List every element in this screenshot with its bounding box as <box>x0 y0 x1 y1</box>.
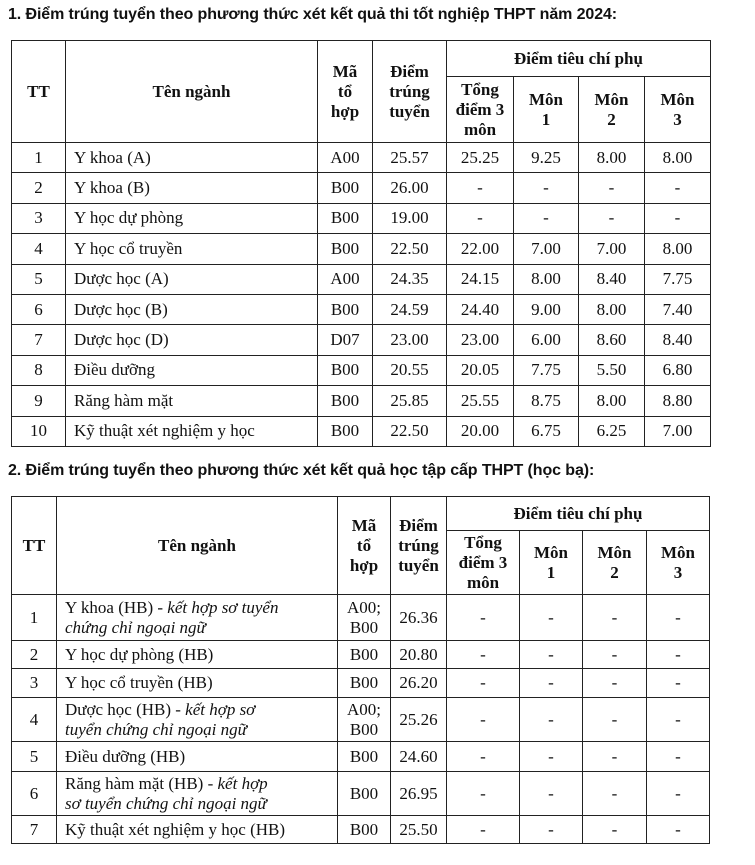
cell-mon-3: 8.40 <box>645 325 711 355</box>
cell-mon-1: 6.00 <box>514 325 579 355</box>
cell-mon-1: - <box>520 669 583 698</box>
cell-ma-to-hop: B00 <box>338 641 391 669</box>
col-header-mon-3: Môn 3 <box>645 77 711 143</box>
col-header-mon-1: Môn 1 <box>514 77 579 143</box>
cell-tt: 3 <box>12 669 57 698</box>
cell-diem-trung-tuyen: 22.50 <box>373 416 447 446</box>
col-header-diem-tieu-chi-phu: Điểm tiêu chí phụ <box>447 41 711 77</box>
cell-ma-to-hop: B00 <box>338 669 391 698</box>
cell-ma-to-hop: B00 <box>338 772 391 816</box>
cell-diem-trung-tuyen: 22.50 <box>373 234 447 264</box>
table-row <box>12 325 711 355</box>
cell-mon-1: - <box>520 698 583 742</box>
cell-tong-diem: - <box>447 173 514 203</box>
cell-mon-1: - <box>514 203 579 233</box>
cell-diem-trung-tuyen: 19.00 <box>373 203 447 233</box>
cell-ma-to-hop: A00; B00 <box>338 698 391 742</box>
cell-diem-trung-tuyen: 24.60 <box>391 742 447 772</box>
table-row <box>12 173 711 203</box>
cell-ma-to-hop: B00 <box>318 355 373 385</box>
thpt-exam-score-table <box>11 40 711 447</box>
cell-mon-3: - <box>647 772 710 816</box>
cell-mon-1: - <box>520 595 583 641</box>
cell-mon-1: 8.00 <box>514 264 579 294</box>
cell-ten-nganh: Y học dự phòng (HB) <box>57 641 338 669</box>
cell-diem-trung-tuyen: 25.26 <box>391 698 447 742</box>
cell-diem-trung-tuyen: 23.00 <box>373 325 447 355</box>
cell-mon-1: - <box>520 641 583 669</box>
cell-mon-3: - <box>647 698 710 742</box>
cell-ma-to-hop: A00; B00 <box>338 595 391 641</box>
cell-diem-trung-tuyen: 24.59 <box>373 294 447 324</box>
table-row <box>12 816 710 844</box>
cell-ma-to-hop: B00 <box>318 203 373 233</box>
cell-mon-2: - <box>579 203 645 233</box>
cell-mon-1: - <box>514 173 579 203</box>
cell-mon-2: 8.40 <box>579 264 645 294</box>
col-header-tong-diem-3-mon: Tổng điểm 3 môn <box>447 531 520 595</box>
cell-ten-nganh-note: - kết hợp <box>203 773 268 793</box>
cell-mon-2: - <box>583 772 647 816</box>
cell-mon-3: 7.00 <box>645 416 711 446</box>
cell-mon-3: 7.40 <box>645 294 711 324</box>
cell-mon-2: - <box>583 669 647 698</box>
cell-ten-nganh: Y học cổ truyền <box>66 234 318 264</box>
cell-mon-1: - <box>520 772 583 816</box>
cell-ten-nganh: Răng hàm mặt <box>66 386 318 416</box>
cell-mon-2: 8.00 <box>579 386 645 416</box>
cell-tong-diem: - <box>447 772 520 816</box>
cell-mon-3: - <box>647 641 710 669</box>
col-header-mon-1: Môn 1 <box>520 531 583 595</box>
cell-ma-to-hop: B00 <box>318 173 373 203</box>
cell-mon-2: 8.60 <box>579 325 645 355</box>
cell-ten-nganh: Điều dưỡng <box>66 355 318 385</box>
cell-ma-to-hop: B00 <box>318 294 373 324</box>
cell-mon-1: 7.75 <box>514 355 579 385</box>
col-header-mon-3: Môn 3 <box>647 531 710 595</box>
cell-mon-3: 6.80 <box>645 355 711 385</box>
cell-mon-2: - <box>583 816 647 844</box>
cell-tong-diem: 23.00 <box>447 325 514 355</box>
cell-diem-trung-tuyen: 24.35 <box>373 264 447 294</box>
cell-ten-nganh: Răng hàm mặt (HB) - kết hợp sơ tuyển chứng chỉ ngoại ngữ <box>57 772 338 816</box>
section1-heading: 1. Điểm trúng tuyển theo phương thức xét kết quả thi tốt nghiệp THPT năm 2024: <box>8 6 618 23</box>
cell-ma-to-hop: B00 <box>338 816 391 844</box>
cell-mon-2: 8.00 <box>579 143 645 173</box>
col-header-mon-2: Môn 2 <box>579 77 645 143</box>
table-row <box>12 386 711 416</box>
cell-tt: 4 <box>12 234 66 264</box>
table-row <box>12 641 710 669</box>
col-header-diem-trung-tuyen: Điểm trúng tuyển <box>373 41 447 143</box>
cell-tong-diem: 24.15 <box>447 264 514 294</box>
cell-mon-3: 8.80 <box>645 386 711 416</box>
cell-ten-nganh: Y học dự phòng <box>66 203 318 233</box>
cell-mon-3: - <box>647 742 710 772</box>
cell-tong-diem: - <box>447 641 520 669</box>
section2-heading: 2. Điểm trúng tuyển theo phương thức xét kết quả học tập cấp THPT (học bạ): <box>8 462 595 479</box>
cell-tt: 6 <box>12 294 66 324</box>
cell-ten-nganh: Kỹ thuật xét nghiệm y học <box>66 416 318 446</box>
cell-diem-trung-tuyen: 25.57 <box>373 143 447 173</box>
cell-mon-3: - <box>645 173 711 203</box>
cell-ma-to-hop: D07 <box>318 325 373 355</box>
cell-ma-to-hop: B00 <box>318 386 373 416</box>
cell-ten-nganh: Dược học (HB) - kết hợp sơ tuyển chứng chỉ ngoại ngữ <box>57 698 338 742</box>
cell-ma-to-hop: B00 <box>318 416 373 446</box>
cell-tong-diem: - <box>447 595 520 641</box>
col-header-tt: TT <box>12 41 66 143</box>
table-row <box>12 294 711 324</box>
cell-diem-trung-tuyen: 25.85 <box>373 386 447 416</box>
cell-tong-diem: - <box>447 742 520 772</box>
cell-ma-to-hop: B00 <box>318 234 373 264</box>
cell-mon-3: 8.00 <box>645 143 711 173</box>
cell-tt: 2 <box>12 173 66 203</box>
cell-diem-trung-tuyen: 26.36 <box>391 595 447 641</box>
cell-mon-3: - <box>647 816 710 844</box>
table-row <box>12 203 711 233</box>
cell-tt: 7 <box>12 325 66 355</box>
cell-tong-diem: - <box>447 669 520 698</box>
cell-ma-to-hop: A00 <box>318 264 373 294</box>
cell-diem-trung-tuyen: 26.00 <box>373 173 447 203</box>
cell-tt: 5 <box>12 264 66 294</box>
cell-tong-diem: - <box>447 816 520 844</box>
table-row <box>12 595 710 641</box>
cell-tt: 2 <box>12 641 57 669</box>
cell-mon-3: - <box>647 669 710 698</box>
table-row <box>12 416 711 446</box>
cell-tt: 9 <box>12 386 66 416</box>
cell-ten-nganh: Dược học (B) <box>66 294 318 324</box>
table-row <box>12 669 710 698</box>
cell-tong-diem: - <box>447 203 514 233</box>
cell-ma-to-hop: B00 <box>338 742 391 772</box>
table-row <box>12 772 710 816</box>
table-row <box>12 355 711 385</box>
cell-mon-2: 5.50 <box>579 355 645 385</box>
cell-tt: 1 <box>12 595 57 641</box>
cell-diem-trung-tuyen: 26.20 <box>391 669 447 698</box>
cell-mon-3: - <box>645 203 711 233</box>
col-header-tong-diem-3-mon: Tổng điểm 3 môn <box>447 77 514 143</box>
cell-mon-1: 9.25 <box>514 143 579 173</box>
col-header-ma-to-hop: Mã tổ hợp <box>338 497 391 595</box>
cell-mon-2: - <box>583 595 647 641</box>
cell-ten-nganh-note: - kết hợp sơ tuyển <box>153 597 279 617</box>
cell-mon-2: - <box>583 742 647 772</box>
cell-mon-2: - <box>583 641 647 669</box>
cell-tt: 10 <box>12 416 66 446</box>
col-header-tt: TT <box>12 497 57 595</box>
cell-ten-nganh: Dược học (A) <box>66 264 318 294</box>
cell-mon-1: - <box>520 742 583 772</box>
cell-tt: 8 <box>12 355 66 385</box>
cell-tong-diem: 24.40 <box>447 294 514 324</box>
table-row <box>12 234 711 264</box>
table-row <box>12 143 711 173</box>
col-header-ma-to-hop: Mã tổ hợp <box>318 41 373 143</box>
cell-tt: 5 <box>12 742 57 772</box>
cell-ten-nganh: Y học cổ truyền (HB) <box>57 669 338 698</box>
cell-mon-3: - <box>647 595 710 641</box>
cell-tong-diem: 25.55 <box>447 386 514 416</box>
col-header-diem-tieu-chi-phu: Điểm tiêu chí phụ <box>447 497 710 531</box>
cell-tt: 6 <box>12 772 57 816</box>
cell-mon-3: 7.75 <box>645 264 711 294</box>
cell-tong-diem: 20.00 <box>447 416 514 446</box>
cell-tt: 7 <box>12 816 57 844</box>
cell-mon-3: 8.00 <box>645 234 711 264</box>
cell-mon-1: 9.00 <box>514 294 579 324</box>
table-row <box>12 264 711 294</box>
cell-diem-trung-tuyen: 20.80 <box>391 641 447 669</box>
cell-tt: 1 <box>12 143 66 173</box>
cell-mon-2: - <box>579 173 645 203</box>
cell-tong-diem: 25.25 <box>447 143 514 173</box>
cell-mon-1: 6.75 <box>514 416 579 446</box>
cell-diem-trung-tuyen: 26.95 <box>391 772 447 816</box>
table-row <box>12 742 710 772</box>
cell-ten-nganh-note: - kết hợp sơ <box>171 699 256 719</box>
cell-ten-nganh: Y khoa (A) <box>66 143 318 173</box>
cell-tong-diem: 20.05 <box>447 355 514 385</box>
cell-mon-1: 7.00 <box>514 234 579 264</box>
cell-mon-1: - <box>520 816 583 844</box>
cell-mon-2: - <box>583 698 647 742</box>
cell-ten-nganh: Kỹ thuật xét nghiệm y học (HB) <box>57 816 338 844</box>
col-header-ten-nganh: Tên ngành <box>57 497 338 595</box>
table-row <box>12 698 710 742</box>
cell-ma-to-hop: A00 <box>318 143 373 173</box>
cell-diem-trung-tuyen: 20.55 <box>373 355 447 385</box>
cell-tt: 4 <box>12 698 57 742</box>
cell-tong-diem: 22.00 <box>447 234 514 264</box>
cell-diem-trung-tuyen: 25.50 <box>391 816 447 844</box>
cell-mon-2: 6.25 <box>579 416 645 446</box>
cell-tt: 3 <box>12 203 66 233</box>
cell-ten-nganh: Y khoa (B) <box>66 173 318 203</box>
col-header-ten-nganh: Tên ngành <box>66 41 318 143</box>
cell-mon-1: 8.75 <box>514 386 579 416</box>
cell-ten-nganh: Điều dưỡng (HB) <box>57 742 338 772</box>
cell-ten-nganh: Y khoa (HB) - kết hợp sơ tuyển chứng chỉ ngoại ngữ <box>57 595 338 641</box>
cell-ten-nganh: Dược học (D) <box>66 325 318 355</box>
hoc-ba-score-table <box>11 496 710 844</box>
col-header-mon-2: Môn 2 <box>583 531 647 595</box>
col-header-diem-trung-tuyen: Điểm trúng tuyển <box>391 497 447 595</box>
cell-mon-2: 7.00 <box>579 234 645 264</box>
cell-mon-2: 8.00 <box>579 294 645 324</box>
cell-tong-diem: - <box>447 698 520 742</box>
